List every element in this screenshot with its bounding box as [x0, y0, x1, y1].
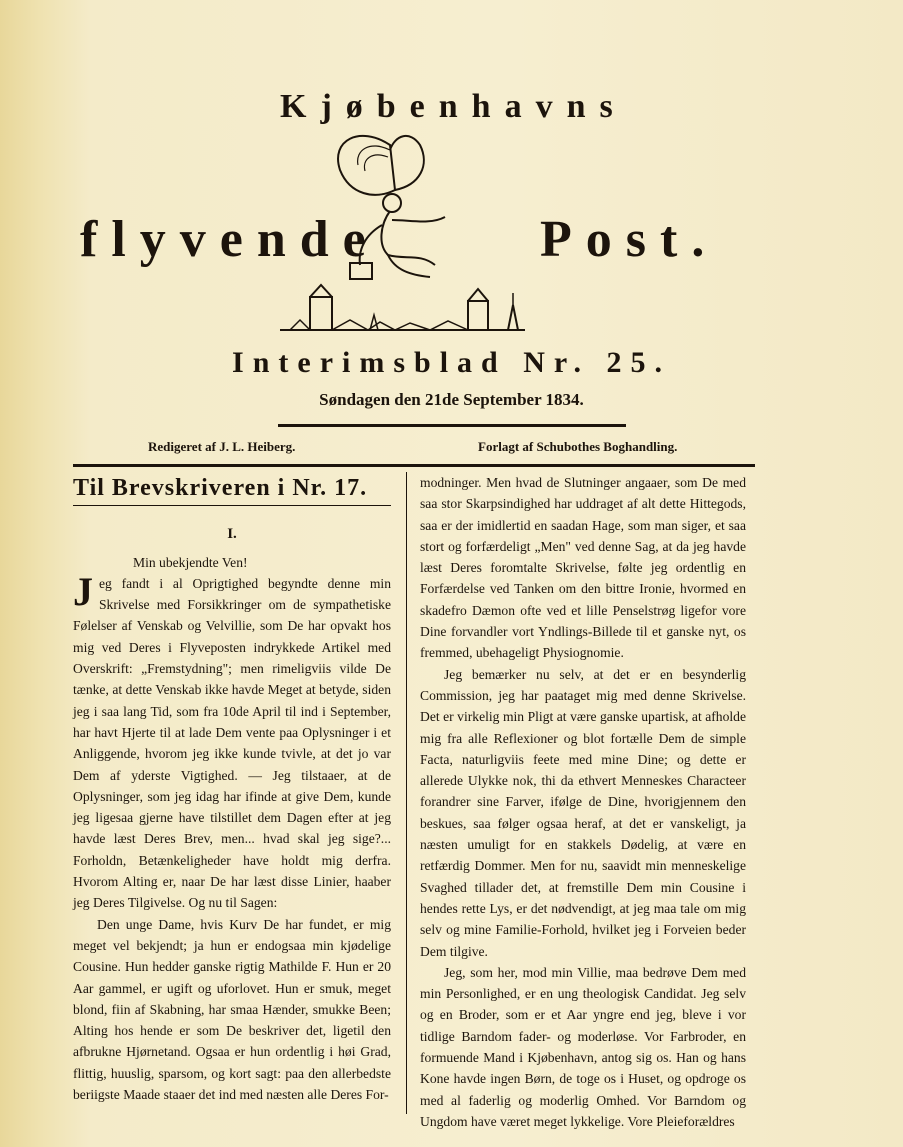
publisher-credit: Forlagt af Schubothes Boghandling. — [478, 439, 678, 454]
masthead-right-word: Post. — [540, 211, 719, 268]
issue-title: Interimsblad Nr. 25. — [232, 346, 671, 379]
editor-credit: Redigeret af J. L. Heiberg. — [148, 439, 296, 454]
column-top-rule — [73, 464, 755, 467]
masthead-top-word: Kjøbenhavns — [280, 88, 627, 125]
column-divider — [406, 472, 407, 1114]
header-rule — [278, 424, 626, 427]
article-paragraph: Den unge Dame, hvis Kurv De har fundet, er mig meget vel bekjendt; ja hun er endogsaa min kjødelige Cousine. Hun hedder ganske rigtig Mathilde F. Hun er 20 Aar gammel, er ugift og uforlovet. Hun er smuk, meget blond, fiin af Skabning, har smaa Hænder, smukke Been; Alting hos hende er som De beskriver det, ligetil den afbrukne Hjørnetand. Ogsaa er hun ordentlig i høi Grad, flittig, huuslig, sparsom, og kort sagt: paa den allerbedste beriigste Maade staaer det ind med næsten alle Deres For- — [73, 916, 391, 1103]
title-rule — [73, 505, 391, 506]
article-paragraph: Jeg bemærker nu selv, at det er en besynderlig Commission, jeg har paataget mig med denne Skrivelse. Det er virkelig min Pligt at være ganske upartisk, at afholde mig fra alle Reflexioner og blot fortælle Dem de simple Facta, naturligviis feete med mine Dine; og dette er allerede Ulykke nok, thi da ethvert Menneskes Characteer forandrer sine Farver, ifølge de Dine, hvorigjennem den beskues, saa følger ogsaa heraf, at det er vanskeligt, ja næsten umuligt for en stakkels Dødelig, at være en retfærdig Dommer. Men for nu, saavidt min menneskelige Svaghed tillader det, at fremstille Dem min Cousine i hendes rette Lys, er det nødvendigt, at jeg maa tale om mig selv og mine Familie-Forhold, hvilket jeg i Forveien beder Dem tilgive. — [420, 666, 746, 959]
masthead-left-word: flyvende — [80, 211, 380, 268]
article-paragraph: Jeg, som her, mod min Villie, maa bedrøve Dem med min Personlighed, er en ung theologisk Candidat. Jeg selv og en Broder, som er et Aar yngre end jeg, bleve i vor tidlige Barndom fader- og moderløse. Vor Farbroder, en formuende Mand i Kjøbenhavn, antog sig os. Han og hans Kone havde ingen Børn, de toge os i Huset, og opdroge os med al faderlig og moderlig Omhed. Vor Barndom og Ungdom have været meget lykkelige. Vore Pleieforældres — [420, 964, 746, 1129]
article-paragraph: modninger. Men hvad de Slutninger angaaer, som De med saa stor Skarpsindighed har uddraget af alt dette Hittegods, saa er der imidlertid en saadan Hage, som man siger, et saa stort og forfærdeligt „Men" ved denne Sag, at da jeg havde læst Deres foromtalte Skrivelse, følte jeg ordentlig en Forfærdelse ved Tanken om den bittre Ironie, hvormed en skadefro Dæmon ofte ved et lille Penselstrøg ligefor vore Dine forvandler vort Yndlings-Billede til et ganske nyt, os fremmed, ubehageligt Physiognomie. — [420, 475, 746, 661]
drop-cap: J — [73, 568, 93, 614]
article-section-number: I. — [227, 526, 237, 543]
salutation: Min ubekjendte Ven! — [133, 554, 248, 570]
flying-angel-townscape-illustration — [270, 125, 530, 340]
masthead — [70, 70, 900, 350]
article-paragraph: Jeg fandt i al Oprigtighed begyndte denne min Skrivelse med Forsikkringer om de sympathetiske Følelser af Venskab og Velvillie, som De har opvakt hos mig ved Deres i Flyveposten indrykkede Artikel med Overskrift: „Fremstydning"; men rimeligviis vilde De tænke, at dette Venskab ikke havde Meget at betyde, siden jeg i saa lang Tid, som fra 10de April til ind i September, har havt Hjerte til at lade Dem vente paa Oplysninger i et Anliggende, hvorom jeg ikke kunde tvivle, at det jo var Dem af yderste Vigtighed. — Jeg tilstaaer, at de Oplysninger, som jeg idag har ifinde at give Dem, kunde jeg ligesaa gjerne have tilstillet dem Dagen efter at jeg havde læst Deres Brev, men... hvad skal jeg sige?... Forholdn, Betænkeligheder have holdt mig derfra. Hvorom Alting er, naar De har læst disse Linier, haaber jeg Deres Tilgivelse. Og nu til Sagen: — [73, 568, 391, 911]
article-title: Til Brevskriveren i Nr. 17. — [73, 475, 368, 501]
article-column-right — [420, 472, 746, 1132]
article-column-left — [73, 472, 391, 1105]
issue-date: Søndagen den 21de September 1834. — [319, 390, 584, 409]
